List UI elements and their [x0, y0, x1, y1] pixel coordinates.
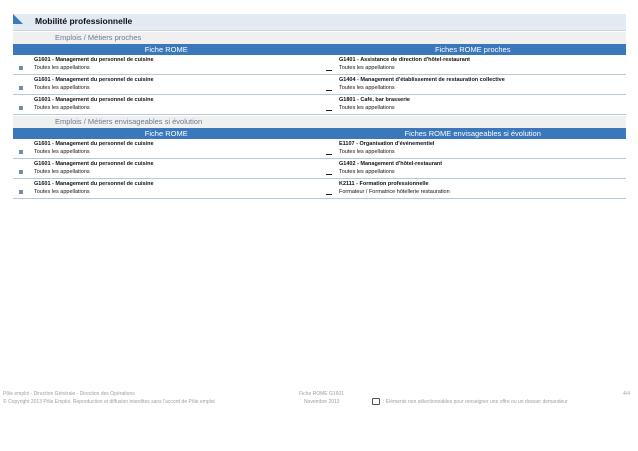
rome-fiche-title: G1401 - Assistance de direction d'hôtel-restaurant [339, 57, 471, 63]
bullet-square-icon [19, 86, 23, 90]
rome-fiche-title: G1601 - Management du personnel de cuisine [34, 141, 154, 147]
appellation-text: Toutes les appellations [339, 85, 395, 91]
appellation-text: Formateur / Formatrice hôtellerie restauration [339, 189, 450, 195]
appellation-text: Toutes les appellations [339, 65, 395, 71]
dash-icon [326, 90, 332, 91]
rome-fiche-title: G1801 - Café, bar brasserie [339, 97, 410, 103]
subsection-title-proches: Emplois / Métiers proches [13, 32, 626, 44]
page-number: 4/4 [623, 391, 630, 397]
rome-fiche-title: G1402 - Management d'hôtel-restaurant [339, 161, 443, 167]
table-row [13, 179, 626, 199]
appellation-text: Toutes les appellations [34, 105, 90, 111]
footer-note-text: : Eléments non sélectionnables pour renseigner une offre ou un dossier demandeur [383, 398, 568, 405]
book-icon [372, 398, 380, 405]
dash-icon [326, 154, 332, 155]
dash-icon [326, 194, 332, 195]
rome-fiche-title: G1601 - Management du personnel de cuisine [34, 161, 154, 167]
footer-date: Novembre 2013 [304, 399, 340, 405]
appellation-text: Toutes les appellations [339, 149, 395, 155]
column-header-right: Fiches ROME proches [435, 45, 511, 54]
footer-organization: Pôle emploi - Direction Générale - Direction des Opérations [3, 391, 135, 397]
table-row [13, 55, 626, 75]
rome-fiche-title: E1107 - Organisation d'événementiel [339, 141, 435, 147]
corner-triangle-icon [13, 14, 23, 24]
appellation-text: Toutes les appellations [34, 169, 90, 175]
table-row [13, 75, 626, 95]
column-header-right: Fiches ROME envisageables si évolution [404, 129, 541, 138]
section-header [13, 14, 626, 31]
subsection-title-evolution: Emplois / Métiers envisageables si évolution [13, 116, 626, 128]
rome-fiche-title: G1601 - Management du personnel de cuisine [34, 77, 154, 83]
column-header-left: Fiche ROME [144, 129, 188, 138]
column-header-row [13, 128, 626, 139]
appellation-text: Toutes les appellations [339, 169, 395, 175]
bullet-square-icon [19, 66, 23, 70]
table-row [13, 95, 626, 115]
rome-fiche-title: G1601 - Management du personnel de cuisine [34, 57, 154, 63]
column-header-row [13, 44, 626, 55]
footer-note [372, 398, 568, 405]
section-title: Mobilité professionnelle [35, 16, 133, 26]
table-row [13, 159, 626, 179]
appellation-text: Toutes les appellations [339, 105, 395, 111]
dash-icon [326, 174, 332, 175]
bullet-square-icon [19, 170, 23, 174]
dash-icon [326, 70, 332, 71]
rome-fiche-title: G1601 - Management du personnel de cuisine [34, 97, 154, 103]
bullet-square-icon [19, 150, 23, 154]
dash-icon [326, 110, 332, 111]
bullet-square-icon [19, 190, 23, 194]
appellation-text: Toutes les appellations [34, 189, 90, 195]
rome-fiche-title: G1404 - Management d'établissement de restauration collective [339, 77, 505, 83]
bullet-square-icon [19, 106, 23, 110]
column-header-left: Fiche ROME [144, 45, 188, 54]
rome-fiche-title: K2111 - Formation professionnelle [339, 181, 429, 187]
appellation-text: Toutes les appellations [34, 65, 90, 71]
appellation-text: Toutes les appellations [34, 85, 90, 91]
footer-document-name: Fiche ROME G1601 [299, 391, 345, 397]
rome-fiche-title: G1601 - Management du personnel de cuisine [34, 181, 154, 187]
appellation-text: Toutes les appellations [34, 149, 90, 155]
table-row [13, 139, 626, 159]
mobility-page [13, 14, 626, 199]
footer-copyright: © Copyright 2013 Pôle Emploi. Reproduction et diffusion interdites sans l'accord de Pôle emploi [3, 399, 215, 405]
